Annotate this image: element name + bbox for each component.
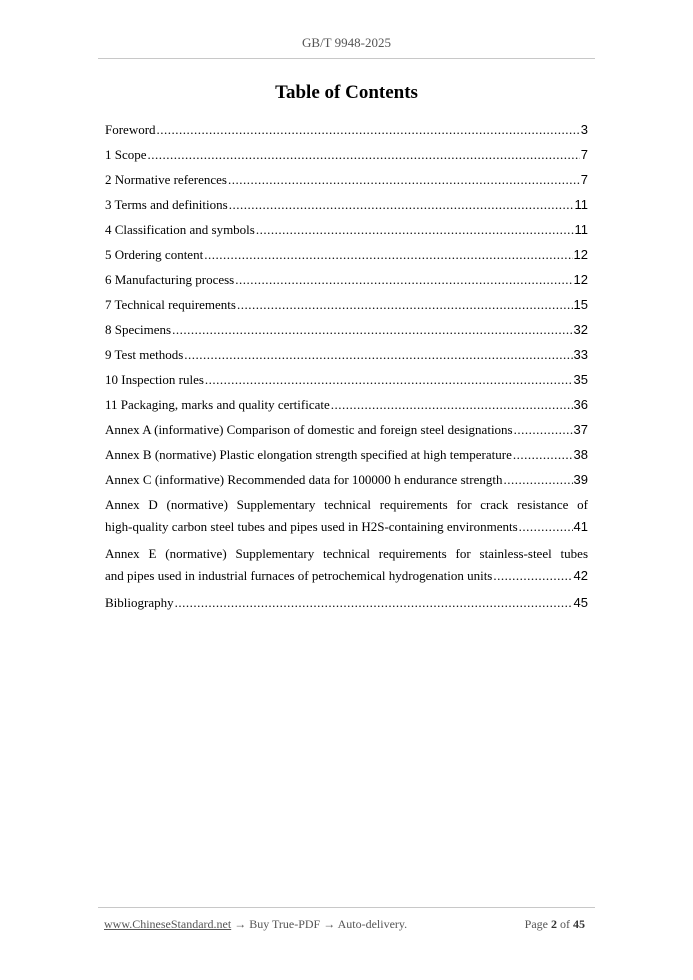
toc-entry-label: Foreword xyxy=(105,122,156,137)
toc-entry-page: 12 xyxy=(573,247,588,262)
toc-entry-ordering-content[interactable] xyxy=(105,242,588,267)
table-of-contents xyxy=(105,117,588,615)
toc-entry-page: 15 xyxy=(573,297,588,312)
toc-entry-label: 8 Specimens xyxy=(105,322,172,337)
toc-entry-label-line2: and pipes used in industrial furnaces of petrochemical hydrogenation units xyxy=(105,568,493,583)
toc-entry-label: 11 Packaging, marks and quality certificate xyxy=(105,397,330,412)
toc-entry-page: 12 xyxy=(573,272,588,287)
buy-link[interactable]: Buy True-PDF xyxy=(249,917,321,931)
toc-entry-label: 10 Inspection rules xyxy=(105,372,204,387)
toc-entry-label: Annex B (normative) Plastic elongation strength specified at high temperature xyxy=(105,447,512,462)
dot-leader xyxy=(172,317,572,342)
dot-leader xyxy=(513,442,573,467)
toc-entry-page: 11 xyxy=(574,197,588,212)
toc-entry-label: 2 Normative references xyxy=(105,172,227,187)
document-code: GB/T 9948-2025 xyxy=(302,35,391,50)
toc-entry-label: 3 Terms and definitions xyxy=(105,197,228,212)
toc-entry-terms-definitions[interactable] xyxy=(105,192,588,217)
toc-entry-label-line1: Annex D (normative) Supplementary technical requirements for crack resistance of xyxy=(105,497,588,512)
toc-entry-label-line2: high-quality carbon steel tubes and pipes used in H2S-containing environments xyxy=(105,519,518,534)
toc-entry-normative-references[interactable] xyxy=(105,167,588,192)
toc-entry-annex-a[interactable] xyxy=(105,417,588,442)
toc-entry-foreword[interactable] xyxy=(105,117,588,142)
toc-entry-page: 32 xyxy=(573,322,588,337)
dot-leader xyxy=(228,167,580,192)
toc-entry-page: 37 xyxy=(573,422,588,437)
toc-entry-label: 9 Test methods xyxy=(105,347,184,362)
toc-entry-page: 7 xyxy=(580,172,588,187)
toc-entry-label: 1 Scope xyxy=(105,147,147,162)
page-footer xyxy=(98,907,595,931)
footer-promo xyxy=(104,917,407,932)
toc-entry-page: 38 xyxy=(573,447,588,462)
toc-entry-scope[interactable] xyxy=(105,142,588,167)
toc-entry-label: 6 Manufacturing process xyxy=(105,272,235,287)
page-prefix: Page xyxy=(524,917,548,931)
toc-entry-page: 35 xyxy=(573,372,588,387)
dot-leader xyxy=(184,342,572,367)
toc-entry-bibliography[interactable] xyxy=(105,590,588,615)
page-header xyxy=(98,0,595,59)
toc-entry-page: 11 xyxy=(574,222,588,237)
toc-entry-annex-b[interactable] xyxy=(105,442,588,467)
dot-leader xyxy=(205,367,573,392)
dot-leader xyxy=(237,292,573,317)
toc-entry-page: 3 xyxy=(580,122,588,137)
dot-leader xyxy=(235,267,572,292)
toc-title: Table of Contents xyxy=(275,82,418,103)
arrow-icon: → xyxy=(231,917,250,931)
dot-leader xyxy=(204,242,572,267)
dot-leader xyxy=(157,117,580,142)
dot-leader xyxy=(493,565,572,587)
toc-entry-label: 5 Ordering content xyxy=(105,247,204,262)
toc-entry-page: 45 xyxy=(573,595,588,610)
toc-entry-test-methods[interactable] xyxy=(105,342,588,367)
toc-entry-page: 36 xyxy=(573,397,588,412)
toc-entry-label: Annex C (informative) Recommended data for 100000 h endurance strength xyxy=(105,472,503,487)
toc-entry-label-line1: Annex E (normative) Supplementary technical requirements for stainless-steel tubes xyxy=(105,546,588,561)
page-total: 45 xyxy=(573,917,585,931)
dot-leader xyxy=(175,590,573,615)
toc-entry-page: 33 xyxy=(573,347,588,362)
site-link[interactable]: www.ChineseStandard.net xyxy=(104,917,232,931)
toc-entry-annex-c[interactable] xyxy=(105,467,588,492)
dot-leader xyxy=(148,142,580,167)
dot-leader xyxy=(519,516,573,538)
toc-entry-label: 7 Technical requirements xyxy=(105,297,236,312)
toc-entry-classification[interactable] xyxy=(105,217,588,242)
toc-entry-label: Bibliography xyxy=(105,595,174,610)
toc-entry-technical-requirements[interactable] xyxy=(105,292,588,317)
toc-entry-page: 42 xyxy=(573,568,588,583)
toc-entry-label: 4 Classification and symbols xyxy=(105,222,255,237)
toc-entry-page: 39 xyxy=(573,472,588,487)
dot-leader xyxy=(331,392,573,417)
arrow-icon: → xyxy=(320,917,338,931)
toc-entry-inspection-rules[interactable] xyxy=(105,367,588,392)
toc-entry-page: 41 xyxy=(573,519,588,534)
dot-leader xyxy=(229,192,574,217)
page-indicator xyxy=(525,917,585,932)
toc-entry-specimens[interactable] xyxy=(105,317,588,342)
delivery-text: Auto-delivery. xyxy=(337,917,408,931)
toc-entry-annex-d[interactable] xyxy=(105,492,588,541)
toc-entry-page: 7 xyxy=(580,147,588,162)
dot-leader xyxy=(256,217,574,242)
toc-entry-label: Annex A (informative) Comparison of domestic and foreign steel designations xyxy=(105,422,513,437)
toc-entry-manufacturing-process[interactable] xyxy=(105,267,588,292)
dot-leader xyxy=(503,467,572,492)
page-current: 2 xyxy=(551,917,557,931)
toc-entry-packaging[interactable] xyxy=(105,392,588,417)
toc-entry-annex-e[interactable] xyxy=(105,541,588,590)
dot-leader xyxy=(514,417,573,442)
page-of: of xyxy=(560,917,570,931)
